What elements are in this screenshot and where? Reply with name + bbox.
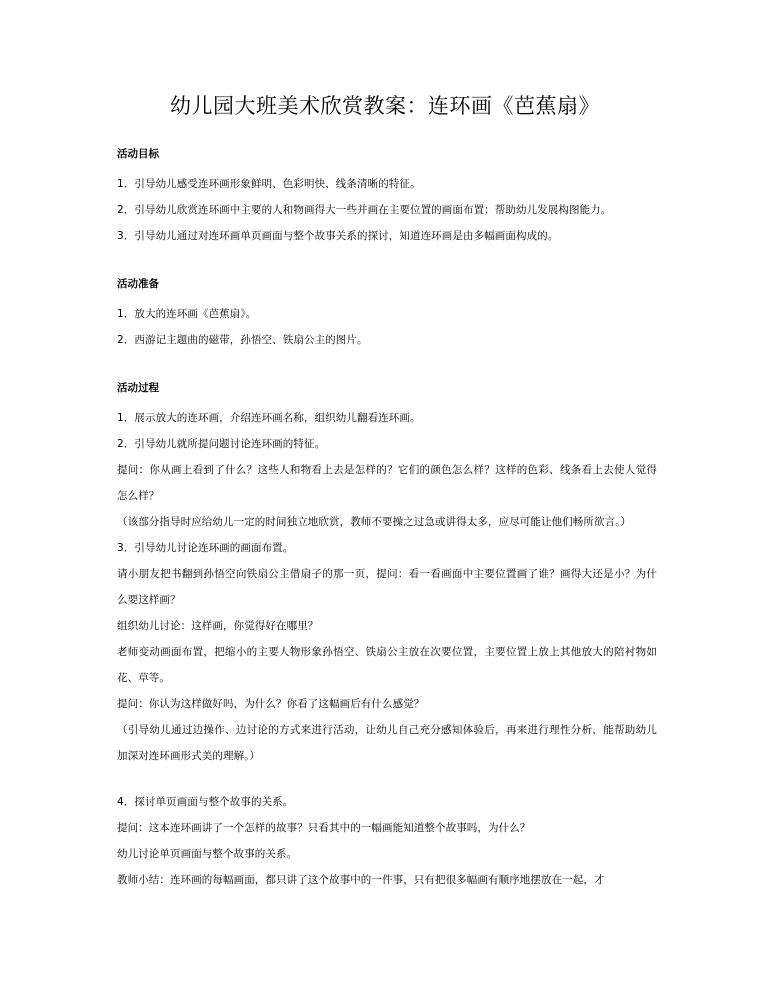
- process-item: 3．引导幼儿讨论连环画的画面布置。: [117, 542, 294, 554]
- process-item: 1．展示放大的连环画，介绍连环画名称，组织幼儿翻看连环画。: [117, 412, 421, 424]
- process-item: 组织幼儿讨论：这样画，你觉得好在哪里？: [117, 620, 319, 632]
- process-item: （该部分指导时应给幼儿一定的时间独立地欣赏，教师不要操之过急或讲得太多，应尽可能让他们畅所欲言。）: [117, 516, 632, 528]
- process-item: 幼儿讨论单页画面与整个故事的关系。: [117, 848, 298, 860]
- process-item: 老师变动画面布置，把缩小的主要人物形象孙悟空、铁扇公主放在次要位置，主要位置上放上其他放大的陪衬物如花、草等。: [117, 646, 657, 684]
- section-heading-process: 活动过程: [117, 382, 159, 394]
- section-heading-goals: 活动目标: [117, 148, 159, 160]
- process-item: 请小朋友把书翻到孙悟空向铁扇公主借扇子的那一页，提问：看一看画面中主要位置画了谁？画得大还是小？为什么要这样画？: [117, 568, 657, 606]
- goal-item: 1．引导幼儿感受连环画形象鲜明、色彩明快、线条清晰的特征。: [117, 178, 421, 190]
- document-body: [117, 145, 657, 893]
- process-item: 4．探讨单页画面与整个故事的关系。: [117, 796, 294, 808]
- goal-item: 3．引导幼儿通过对连环画单页画面与整个故事关系的探讨，知道连环画是由多幅画面构成的。: [117, 230, 559, 242]
- process-item: 提问：你认为这样做好吗，为什么？你看了这幅画后有什么感觉？: [117, 698, 425, 710]
- prep-item: 1．放大的连环画《芭蕉扇》。: [117, 308, 257, 320]
- process-item: 提问：你从画上看到了什么？这些人和物看上去是怎样的？它们的颜色怎么样？这样的色彩、线条看上去使人觉得怎么样？: [117, 464, 657, 502]
- process-item: （引导幼儿通过边操作、边讨论的方式来进行活动，让幼儿自己充分感知体验后，再来进行理性分析，能帮助幼儿加深对连环画形式美的理解。）: [117, 724, 657, 762]
- process-item: 提问：这本连环画讲了一个怎样的故事？只看其中的一幅画能知道整个故事吗，为什么？: [117, 822, 531, 834]
- process-item: 教师小结：连环画的每幅画面，都只讲了这个故事中的一件事，只有把很多幅画有顺序地摆放在一起，才: [117, 874, 605, 886]
- section-heading-prep: 活动准备: [117, 278, 159, 290]
- goal-item: 2．引导幼儿欣赏连环画中主要的人和物画得大一些并画在主要位置的画面布置；帮助幼儿发展构图能力。: [117, 204, 612, 216]
- process-item: 2．引导幼儿就所提问题讨论连环画的特征。: [117, 438, 326, 450]
- page-title: 幼儿园大班美术欣赏教案：连环画《芭蕉扇》: [170, 94, 600, 118]
- prep-item: 2．西游记主题曲的磁带，孙悟空、铁扇公主的图片。: [117, 334, 368, 346]
